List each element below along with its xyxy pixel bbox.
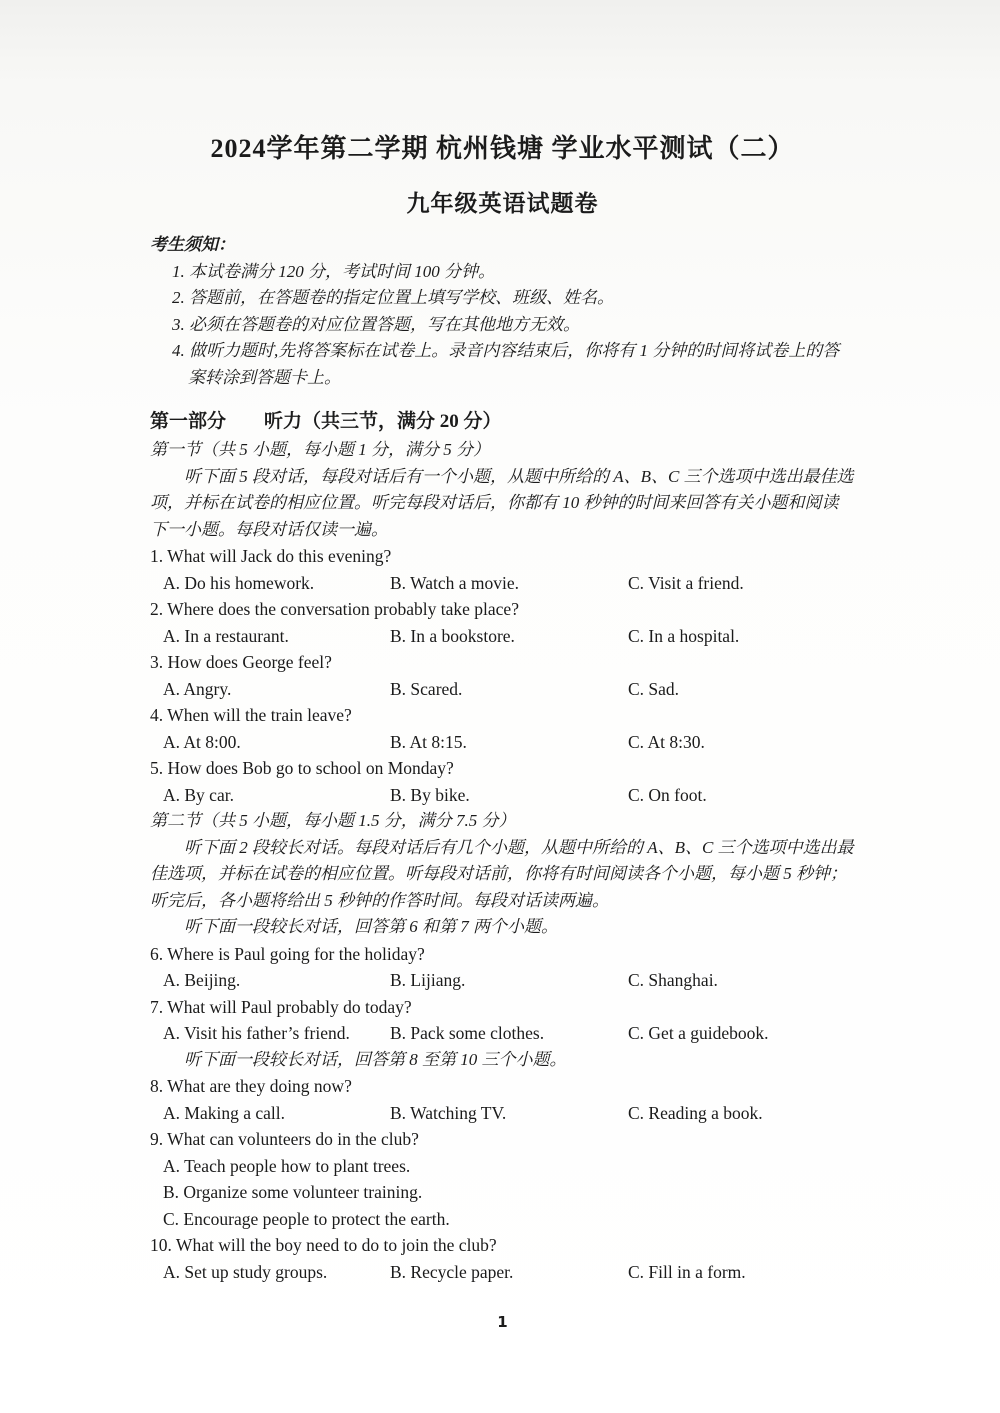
question-8 xyxy=(150,1073,855,1126)
question-2 xyxy=(150,596,855,649)
question-6-text: 6. Where is Paul going for the holiday? xyxy=(150,943,425,964)
question-9-option-c: C. Encourage people to protect the earth. xyxy=(163,1208,450,1229)
section1-instructions: 听下面 5 段对话，每段对话后有一个小题，从题中所给的 A、B、C 三个选项中选出最佳选项，并标在试卷的相应位置。听完每段对话后，你都有 10 秒钟的时间来回答有关小题和阅读下一小题。每段对话仅读一遍。 xyxy=(150,466,854,539)
section2-heading: 第二节（共 5 小题，每小题 1.5 分，满分 7.5 分） xyxy=(150,811,516,830)
question-5-option-c: C. On foot. xyxy=(628,784,707,805)
exam-title: 2024学年第二学期 杭州钱塘 学业水平测试（二） xyxy=(210,134,795,163)
question-10-options xyxy=(150,1259,855,1286)
question-3-option-c: C. Sad. xyxy=(628,678,680,699)
question-5-text: 5. How does Bob go to school on Monday? xyxy=(150,758,454,778)
question-2-option-a: A. In a restaurant. xyxy=(163,625,289,646)
question-2-text: 2. Where does the conversation probably take place? xyxy=(150,599,519,619)
question-7-options xyxy=(150,1020,855,1047)
dialog1-intro: 听下面一段较长对话，回答第 6 和第 7 两个小题。 xyxy=(184,917,558,936)
notice-heading: 考生须知： xyxy=(150,235,235,254)
part1-heading: 第一部分 听力（共三节，满分 20 分） xyxy=(150,411,502,432)
question-8-options xyxy=(150,1100,855,1127)
question-10-option-a: A. Set up study groups. xyxy=(163,1261,328,1282)
question-6-option-b: B. Lijiang. xyxy=(390,970,466,990)
question-4-options xyxy=(150,729,855,756)
question-8-text: 8. What are they doing now? xyxy=(150,1076,352,1096)
question-4-option-b: B. At 8:15. xyxy=(390,731,467,752)
question-8-option-c: C. Reading a book. xyxy=(628,1102,763,1123)
question-6 xyxy=(150,941,855,994)
question-2-option-b: B. In a bookstore. xyxy=(390,625,515,646)
question-1-option-c: C. Visit a friend. xyxy=(628,572,744,593)
question-5-option-a: A. By car. xyxy=(163,784,234,805)
question-1-option-a: A. Do his homework. xyxy=(163,572,315,593)
question-5-option-b: B. By bike. xyxy=(390,784,470,805)
notice-item-3: 3. 必须在答题卷的对应位置答题，写在其他地方无效。 xyxy=(172,314,580,334)
question-10-option-c: C. Fill in a form. xyxy=(628,1261,746,1282)
question-7-option-b: B. Pack some clothes. xyxy=(390,1023,545,1043)
question-6-options xyxy=(150,967,855,994)
question-9-text: 9. What can volunteers do in the club? xyxy=(150,1129,419,1149)
question-3-option-b: B. Scared. xyxy=(390,678,463,699)
question-8-option-a: A. Making a call. xyxy=(163,1102,285,1123)
question-1-options xyxy=(150,570,855,597)
question-9-option-b: B. Organize some volunteer training. xyxy=(163,1182,423,1202)
dialog2-intro: 听下面一段较长对话，回答第 8 至第 10 三个小题。 xyxy=(184,1049,567,1069)
question-5-options xyxy=(150,782,855,809)
page-number: 1 xyxy=(497,1313,508,1331)
notice-item-1: 1. 本试卷满分 120 分，考试时间 100 分钟。 xyxy=(172,261,495,281)
section2-instructions: 听下面 2 段较长对话。每段对话后有几个小题，从题中所给的 A、B、C 三个选项中选出最佳选项，并标在试卷的相应位置。听每段对话前，你将有时间阅读各个小题，每小题 5 秒钟；听完后，各小题将给出 5 秒钟的作答时间。每段对话读两遍。 xyxy=(150,837,854,910)
question-10-option-b: B. Recycle paper. xyxy=(390,1261,514,1282)
question-7 xyxy=(150,994,855,1047)
question-1-text: 1. What will Jack do this evening? xyxy=(150,546,392,566)
question-7-text: 7. What will Paul probably do today? xyxy=(150,996,412,1017)
question-9-option-a: A. Teach people how to plant trees. xyxy=(163,1155,411,1176)
question-4-text: 4. When will the train leave? xyxy=(150,705,352,725)
question-3-option-a: A. Angry. xyxy=(163,678,232,699)
exam-subtitle: 九年级英语试题卷 xyxy=(406,191,599,216)
question-9 xyxy=(150,1126,855,1232)
question-6-option-a: A. Beijing. xyxy=(163,970,241,990)
question-8-option-b: B. Watching TV. xyxy=(390,1102,507,1123)
question-7-option-a: A. Visit his father’s friend. xyxy=(163,1023,350,1043)
question-1 xyxy=(150,543,855,596)
section1-heading: 第一节（共 5 小题，每小题 1 分，满分 5 分） xyxy=(150,440,490,459)
question-4 xyxy=(150,702,855,755)
question-2-option-c: C. In a hospital. xyxy=(628,625,740,646)
question-6-option-c: C. Shanghai. xyxy=(628,970,718,990)
question-5 xyxy=(150,755,855,808)
question-3-text: 3. How does George feel? xyxy=(150,652,332,672)
question-4-option-c: C. At 8:30. xyxy=(628,731,705,752)
question-3 xyxy=(150,649,855,702)
question-3-options xyxy=(150,676,855,703)
question-10-text: 10. What will the boy need to do to join the club? xyxy=(150,1235,497,1255)
question-10 xyxy=(150,1232,855,1285)
notice-item-2: 2. 答题前，在答题卷的指定位置上填写学校、班级、姓名。 xyxy=(172,288,614,307)
question-1-option-b: B. Watch a movie. xyxy=(390,572,520,593)
question-7-option-c: C. Get a guidebook. xyxy=(628,1023,769,1043)
notice-item-4: 4. 做听力题时,先将答案标在试卷上。录音内容结束后，你将有 1 分钟的时间将试卷上的答案转涂到答题卡上。 xyxy=(172,341,840,387)
question-4-option-a: A. At 8:00. xyxy=(163,731,241,752)
question-2-options xyxy=(150,623,855,650)
